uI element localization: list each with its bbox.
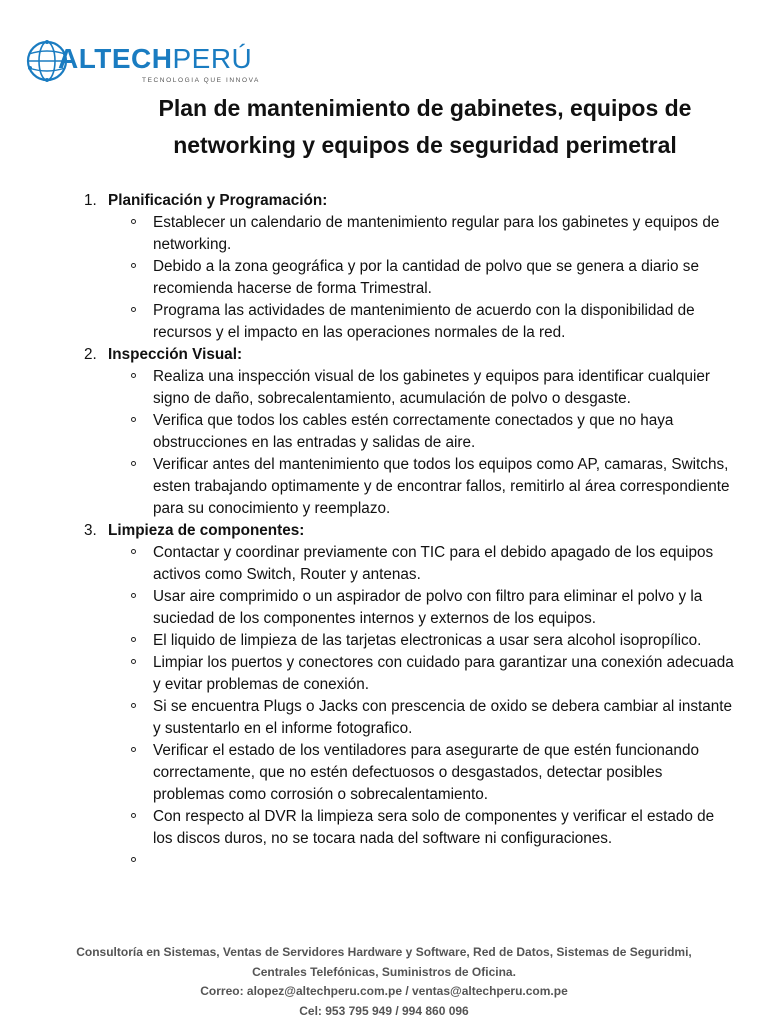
list-item [84, 454, 734, 520]
bullet-circle-icon [131, 637, 136, 642]
logo-tagline: TECNOLOGIA QUE INNOVA [142, 77, 260, 84]
list-item [84, 256, 734, 300]
footer-services-line-2: Centrales Telefónicas, Suministros de Oficina. [252, 964, 516, 979]
bullet-circle-icon [131, 417, 136, 422]
list-item [84, 696, 734, 740]
list-item-text: Verifica que todos los cables estén correctamente conectados y que no haya obstrucciones en las entradas y salidas de aire. [153, 412, 674, 451]
company-logo [24, 38, 260, 90]
bullet-circle-icon [131, 549, 136, 554]
section-title: Limpieza de componentes: [108, 522, 305, 539]
list-item-text: Verificar el estado de los ventiladores para asegurarte de que estén funcionando correctamente, que no estén defectuosos o desgastados, detectar posibles problemas como corrosión o sobrecalentamiento. [153, 742, 699, 803]
list-item [84, 410, 734, 454]
list-item-text: Si se encuentra Plugs o Jacks con prescencia de oxido se debera cambiar al instante y sustentarlo en el informe fotografico. [153, 698, 733, 737]
list-item [84, 806, 734, 850]
list-item-text: Establecer un calendario de mantenimiento regular para los gabinetes y equipos de networking. [153, 214, 720, 253]
bullet-circle-icon [131, 461, 136, 466]
bullet-circle-icon [131, 813, 136, 818]
list-item-empty [84, 850, 734, 872]
section-items [84, 542, 734, 872]
footer-phone: Cel: 953 795 949 / 994 860 096 [299, 1003, 469, 1018]
document-title-line-2: networking y equipos de seguridad perimetral [173, 132, 677, 158]
bullet-circle-icon [131, 747, 136, 752]
logo-brand-text: ALTECH [58, 43, 173, 74]
document-title-line-1: Plan de mantenimiento de gabinetes, equipos de [158, 95, 692, 121]
list-item [84, 300, 734, 344]
list-item-text: Verificar antes del mantenimiento que todos los equipos como AP, camaras, Switchs, esten trabajando optimamente y de encontrar fallos, remitirlo al área correspondiente para su conocimiento y reemplazo. [153, 456, 730, 517]
section-items [84, 366, 734, 520]
section-title: Planificación y Programación: [108, 192, 328, 209]
page-footer [0, 943, 768, 1021]
list-item-text: El liquido de limpieza de las tarjetas electronicas a usar sera alcohol isopropílico. [153, 632, 702, 649]
bullet-circle-icon [131, 263, 136, 268]
bullet-circle-icon [131, 659, 136, 664]
section-number: 1. [84, 192, 97, 209]
list-item [84, 630, 734, 652]
footer-services-line-1: Consultoría en Sistemas, Ventas de Servidores Hardware y Software, Red de Datos, Sistemas de Seguridmi, [76, 945, 692, 959]
logo-country-text: PERÚ [172, 43, 253, 74]
logo-wordmark [58, 43, 252, 75]
section-heading [84, 190, 734, 212]
bullet-circle-icon [131, 703, 136, 708]
section-number: 3. [84, 522, 97, 539]
list-item-text: Contactar y coordinar previamente con TIC para el debido apagado de los equipos activos como Switch, Router y antenas. [153, 544, 714, 583]
list-item [84, 652, 734, 696]
list-item-text: Limpiar los puertos y conectores con cuidado para garantizar una conexión adecuada y evitar problemas de conexión. [153, 654, 734, 693]
list-item [84, 586, 734, 630]
list-item-text: Debido a la zona geográfica y por la cantidad de polvo que se genera a diario se recomienda hacerse de forma Trimestral. [153, 258, 699, 297]
bullet-circle-icon [131, 857, 136, 862]
section-component-cleaning [84, 520, 734, 872]
section-number: 2. [84, 346, 97, 363]
section-heading [84, 520, 734, 542]
footer-email: Correo: alopez@altechperu.com.pe / ventas@altechperu.com.pe [200, 984, 568, 998]
list-item-text: Con respecto al DVR la limpieza sera solo de componentes y verificar el estado de los discos duros, no se tocara nada del software ni configuraciones. [153, 808, 715, 847]
section-visual-inspection [84, 344, 734, 520]
list-item-text: Realiza una inspección visual de los gabinetes y equipos para identificar cualquier signo de daño, sobrecalentamiento, acumulación de polvo o desgaste. [153, 368, 710, 407]
list-item-text: Usar aire comprimido o un aspirador de polvo con filtro para eliminar el polvo y la suciedad de los componentes internos y externos de los equipos. [153, 588, 703, 627]
document-title [100, 90, 750, 164]
list-item [84, 366, 734, 410]
bullet-circle-icon [131, 219, 136, 224]
bullet-circle-icon [131, 307, 136, 312]
section-items [84, 212, 734, 344]
bullet-circle-icon [131, 373, 136, 378]
maintenance-plan-list [84, 190, 734, 872]
section-planning [84, 190, 734, 344]
bullet-circle-icon [131, 593, 136, 598]
list-item [84, 542, 734, 586]
list-item [84, 740, 734, 806]
section-heading [84, 344, 734, 366]
section-title: Inspección Visual: [108, 346, 243, 363]
list-item-text: Programa las actividades de mantenimiento de acuerdo con la disponibilidad de recursos y el impacto en las operaciones normales de la red. [153, 302, 695, 341]
list-item [84, 212, 734, 256]
